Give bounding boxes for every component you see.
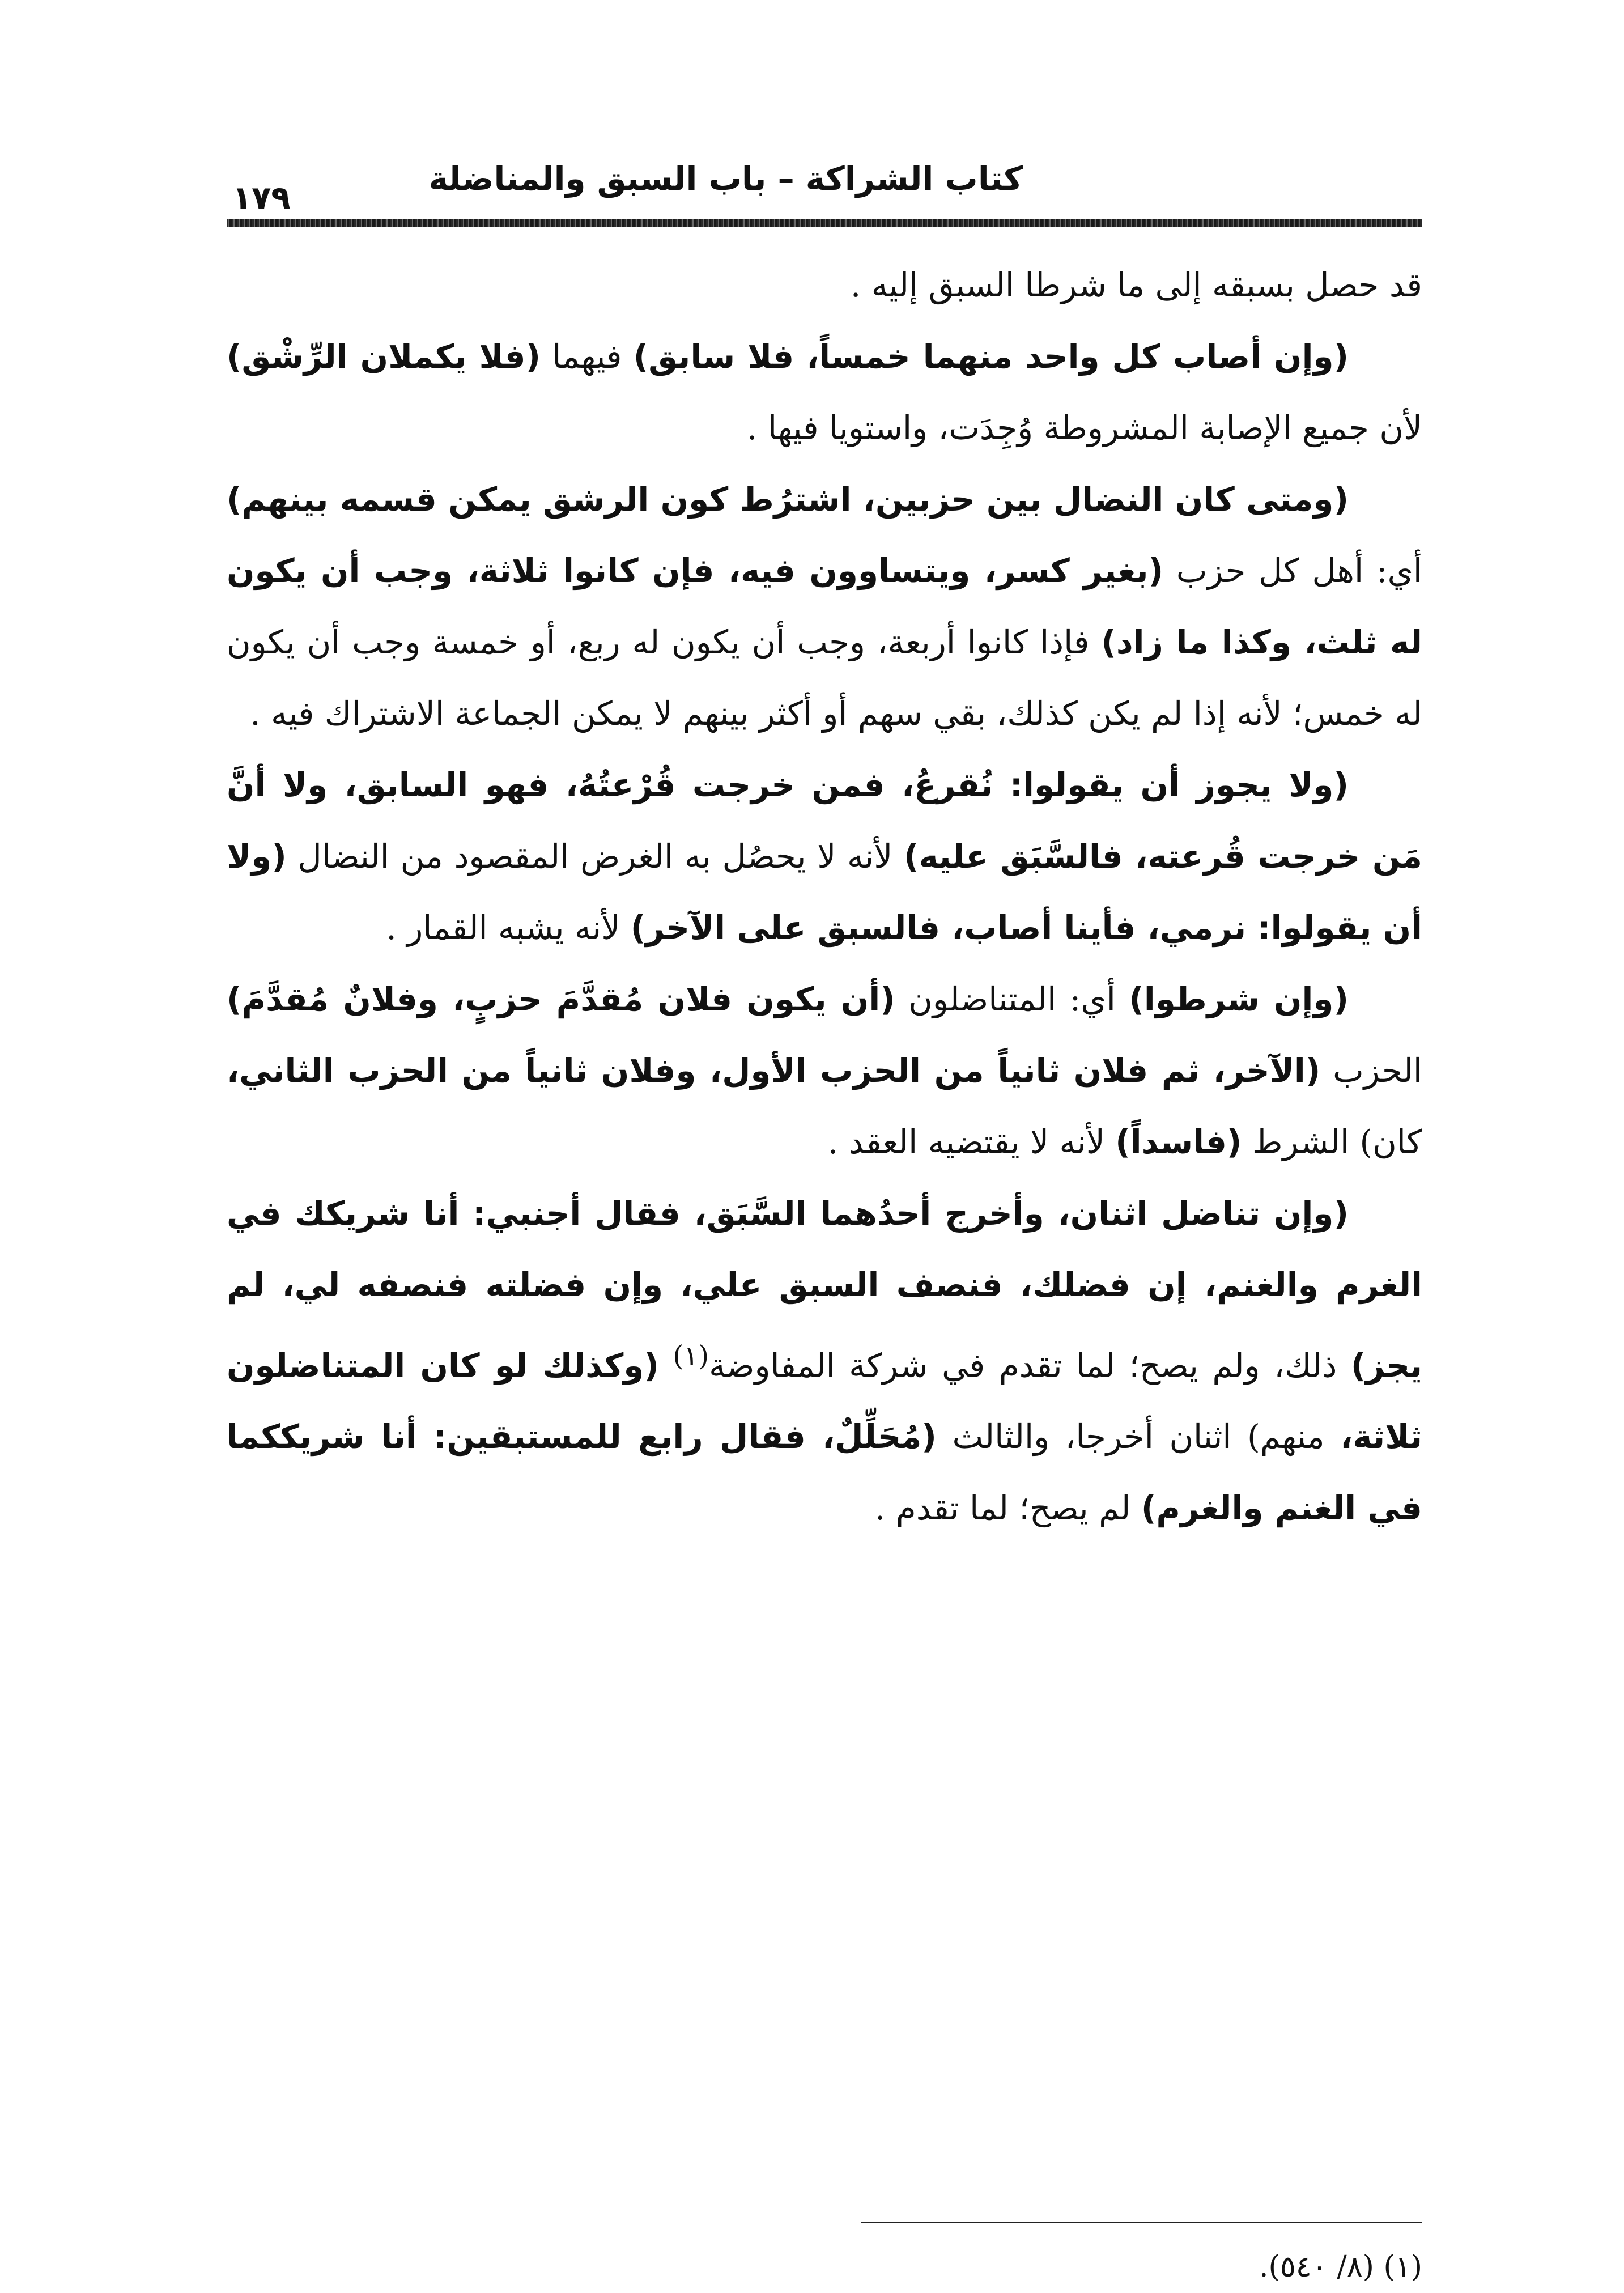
commentary-text: أي: المتناضلون <box>895 980 1129 1018</box>
bold-matn-text: (وإن أصاب كل واحد منهما خمساً، فلا سابق) <box>633 337 1349 376</box>
commentary-text: قد حصل بسبقه إلى ما شرطا السبق إليه . <box>850 266 1422 304</box>
commentary-text: منهم) اثنان أخرجا، والثالث <box>936 1417 1341 1457</box>
paragraph <box>227 464 1422 749</box>
commentary-text: فإذا كانوا أربعة، وجب أن يكون له ربع، أو خمسة وجب أن يكون له خمس؛ لأنه إذا لم يكن كذلك، بقي سهم أو أكثر بينهم لا يمكن الجماعة الاشتراك فيه . <box>227 623 1422 733</box>
bold-matn-text: (ولا أن يقولوا: نرمي، فأينا أصاب، فالسبق على الآخر) <box>227 837 1422 947</box>
commentary-text: لأنه لا يحصُل به الغرض المقصود من النضال <box>286 837 904 876</box>
bold-matn-text: (وكذلك لو كان المتناضلون ثلاثة، <box>227 1346 1423 1457</box>
paragraph <box>227 749 1422 963</box>
paragraph <box>227 321 1422 464</box>
commentary-text: ذلك، ولم يصح؛ لما تقدم في شركة المفاوضة <box>709 1346 1351 1385</box>
commentary-text: لأن جميع الإصابة المشروطة وُجِدَت، واستويا فيها . <box>747 409 1422 447</box>
footnote-rule <box>861 2222 1422 2223</box>
commentary-text: فيهما <box>541 337 634 376</box>
bold-matn-text: (أن يكون فلان مُقدَّمَ حزبٍ، وفلانٌ مُقدَّمَ) <box>227 980 895 1018</box>
commentary-text: كان) الشرط <box>1242 1123 1422 1161</box>
bold-matn-text: (وإن تناضل اثنان، وأخرج أحدُهما السَّبَق، فقال أجنبي: أنا شريكك في الغرم والغنم، إن فضلك، فنصف السبق علي، وإن فضلته فنصفه لي، لم يجز) <box>227 1194 1422 1385</box>
running-title: كتاب الشراكة – باب السبق والمناضلة <box>428 159 1023 198</box>
footnote-marker: (١) <box>673 1340 709 1372</box>
commentary-text: لأنه يشبه القمار . <box>386 908 631 947</box>
page-header <box>227 153 1422 227</box>
paragraph <box>227 1178 1422 1544</box>
page-number: ١٧٩ <box>232 180 291 216</box>
bold-matn-text: (ومتى كان النضال بين حزبين، اشترُط كون الرشق يمكن قسمه بينهم) <box>227 480 1349 519</box>
bold-matn-text: (فلا يكملان الرِّشْق) <box>227 337 541 376</box>
main-text <box>227 249 1422 2063</box>
commentary-text <box>659 1346 673 1385</box>
bold-matn-text: (فاسداً) <box>1115 1123 1242 1161</box>
paragraph <box>227 963 1422 1178</box>
commentary-text: لأنه لا يقتضيه العقد . <box>827 1123 1116 1161</box>
paragraph <box>227 249 1422 321</box>
footnote: (١) (٨/ ٥٤٠). <box>1259 2250 1422 2284</box>
bold-matn-text: (مُحَلِّلٌ، فقال رابع للمستبقين: أنا شريككما في الغنم والغرم) <box>227 1417 1422 1528</box>
header-rule <box>227 219 1422 227</box>
commentary-text: لم يصح؛ لما تقدم . <box>874 1489 1141 1528</box>
bold-matn-text: (ولا يجوز أن يقولوا: نُقرعُ، فمن خرجت قُرْعتُهُ، فهو السابق، ولا أنَّ مَن خرجت قُرعته، فالسَّبَق عليه) <box>227 766 1422 876</box>
commentary-text: الحزب <box>1320 1051 1422 1090</box>
bold-matn-text: (وإن شرطوا) <box>1129 980 1349 1018</box>
commentary-text: أي: أهل كل حزب <box>1163 551 1422 590</box>
bold-matn-text: (بغير كسر، ويتساوون فيه، فإن كانوا ثلاثة، وجب أن يكون له ثلث، وكذا ما زاد) <box>227 551 1422 661</box>
bold-matn-text: (الآخر، ثم فلان ثانياً من الحزب الأول، وفلان ثانياً من الحزب الثاني، <box>227 1051 1321 1090</box>
